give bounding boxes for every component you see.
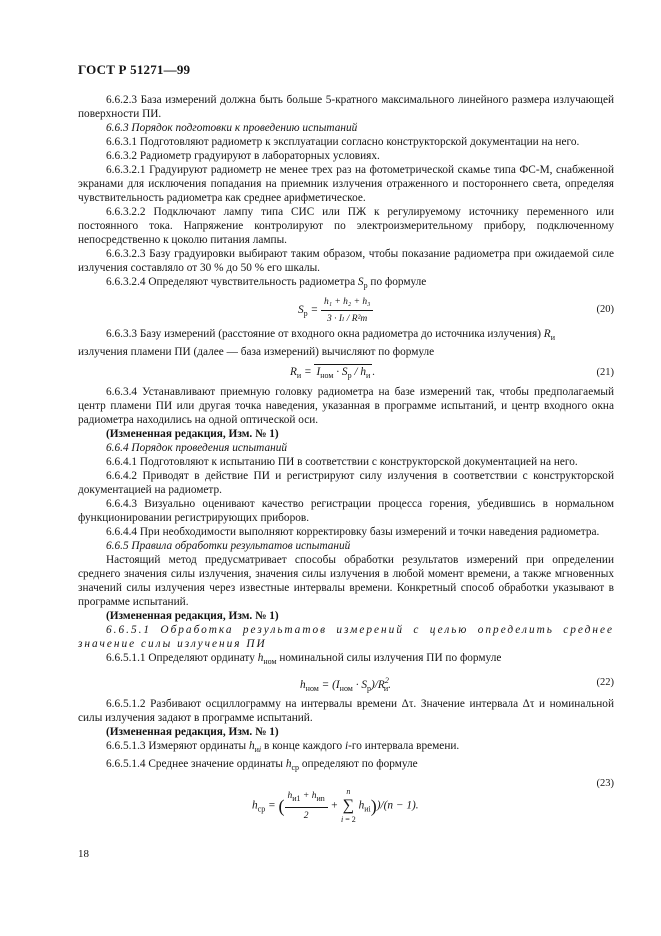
heading-6-6-4: 6.6.4 Порядок проведения испытаний [106,442,288,454]
para-6-6-4-1: 6.6.4.1 Подготовляют к испытанию ПИ в соответствии с конструкторской документацией на него. [106,456,578,468]
formula-20-number: (20) [596,304,614,315]
formula-21 [78,359,614,385]
para-6-6-4-4: 6.6.4.4 При необходимости выполняют корректировку базы измерений и точки наведения радиометра. [106,526,600,538]
amendment-note-1: (Измененная редакция, Изм. № 1) [106,428,279,440]
formula-21-expression: $R_и = I_{ном} \cdot S_р / h_и$ . [290,364,375,383]
formula-20-fraction: $\frac{\text{h₁ + h₂ + h₃}}{\text{3 · Iₗ / R²т}}$ [321,295,373,326]
amendment-note-3: (Измененная редакция, Изм. № 1) [106,726,279,738]
page-number: 18 [78,848,89,860]
para-6-6-5-1-1: 6.6.5.1.1 Определяют ординату $h_{ном}$ номинальной силы излучения ПИ по формуле [106,652,502,666]
para-6-6-3-2-2: 6.6.3.2.2 Подключают лампу типа СИС или ПЖ к регулируемому источнику переменного или постоянного тока. Напряжение контролируют по электроизмерительному прибору, подключенному непосредственно к цоколю питания лампы. [78,206,614,246]
heading-6-6-5-1: 6.6.5.1 Обработка результатов измерений с целью определить среднее значение силы излучения ПИ [78,624,614,650]
para-6-6-3-2-4: 6.6.3.2.4 Определяют чувствительность радиометра $S_р$ по формуле [106,276,427,290]
amendment-note-2: (Измененная редакция, Изм. № 1) [106,610,279,622]
para-6-6-5-1-4: 6.6.5.1.4 Среднее значение ординаты $h_{ср}$ определяют по формуле [106,758,418,772]
para-6-6-3-3-cont: излучения пламени ПИ (далее — база измерений) вычисляют по формуле [78,346,435,358]
formula-21-number: (21) [596,367,614,378]
formula-23-expression: $h_{ср}$ = ( $\frac{h_{и1} + h_{иn}}{2}$ + n ∑ i = 2 $h_{иi}))/(n - 1)$. [252,787,419,824]
para-6-6-3-2-1: 6.6.3.2.1 Градуируют радиометр не менее трех раз на фотометрической скамье типа ФС-М, снабженной экранами для исключения попадания на приемник излучения отраженного и постороннего света, определяя чувствительность радиометра как среднее арифметическое. [78,164,614,204]
para-6-6-5-intro: Настоящий метод предусматривает способы обработки результатов измерений при определении среднего значения силы излучения, значения силы излучения в любой момент времени, а также мгновенных значений силы излучения через известные интервалы времени. Конкретный способ обработки указывают в программе испытаний. [78,554,614,608]
document-body [78,93,614,824]
para-6-6-5-1-2: 6.6.5.1.2 Разбивают осциллограмму на интервалы времени Δτ. Значение интервала Δτ и номинальной силы излучения задают в программе испытаний. [78,698,614,724]
formula-20 [78,293,614,327]
para-6-6-4-2: 6.6.4.2 Приводят в действие ПИ и регистрируют силу излучения в соответствии с конструкторской документацией на радиометр. [78,470,614,496]
para-6-6-4-3: 6.6.4.3 Визуально оценивают качество регистрации процесса горения, убедившись в нормальном функционировании регистрирующих приборов. [78,498,614,524]
para-6-6-3-3: 6.6.3.3 Базу измерений (расстояние от входного окна радиометра до источника излучения) $R_и$ [106,328,555,342]
para-6-6-5-1-3: 6.6.5.1.3 Измеряют ординаты $h_{иi}$ в конце каждого i-го интервала времени. [106,740,460,754]
formula-20-expression: $S_р$ = $\frac{\text{h₁ + h₂ + h₃}}{\text{3 · Iₗ / R²т}}$ [298,295,373,326]
formula-23-number: (23) [596,778,614,789]
formula-22-number: (22) [596,677,614,688]
formula-23 [78,775,614,824]
para-6-6-3-1: 6.6.3.1 Подготовляют радиометр к эксплуатации согласно конструкторской документации на него. [106,136,580,148]
para-6-6-3-2: 6.6.3.2 Радиометр градуируют в лабораторных условиях. [106,150,380,162]
heading-6-6-5: 6.6.5 Правила обработки результатов испытаний [106,540,351,552]
para-6-6-3-2-3: 6.6.3.2.3 Базу градуировки выбирают таким образом, чтобы показание радиометра при ожидаемой силе излучения составляло от 30 % до 50 % его шкалы. [78,248,614,274]
heading-6-6-3: 6.6.3 Порядок подготовки к проведению испытаний [106,122,358,134]
para-6-6-3-4: 6.6.3.4 Устанавливают приемную головку радиометра на базе измерений так, чтобы предполагаемый центр пламени ПИ или другая точка наведения, указанная в программе испытаний, и центр входного окна радиометра находились на одной оптической оси. [78,386,614,426]
formula-22-expression: $h_{ном} = (I_{ном} \cdot S_р)/R^2_и$. [300,676,391,693]
para-6-6-2-3: 6.6.2.3 База измерений должна быть больше 5-кратного максимального линейного размера излучающей поверхности ПИ. [78,94,614,120]
document-header: ГОСТ Р 51271—99 [78,62,191,77]
formula-22 [78,669,614,697]
